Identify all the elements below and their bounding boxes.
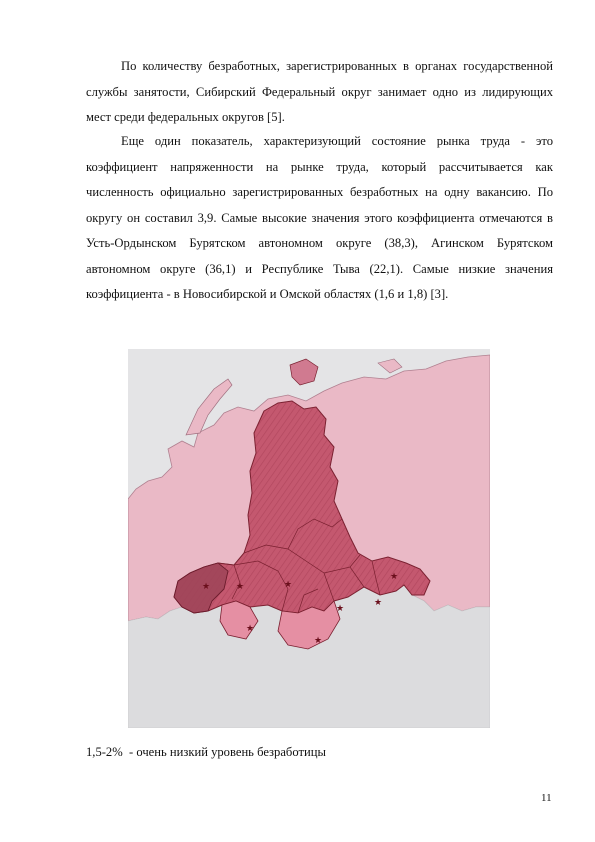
map-legend: 1,5-2% - очень низкий уровень безработицы [86, 745, 326, 759]
svg-text:★: ★ [246, 624, 255, 634]
siberia-map [128, 349, 490, 728]
paragraph-1: По количеству безработных, зарегистрированных в органах государственной службы занятости, Сибирский Федеральный округ занимает одно из лидирующих мест среди федеральных округов [5]. [86, 59, 553, 124]
page-number: 11 [541, 792, 552, 804]
svg-text:★: ★ [236, 582, 245, 592]
svg-text:★: ★ [202, 582, 211, 592]
svg-text:★: ★ [284, 580, 293, 590]
svg-text:★: ★ [374, 598, 383, 608]
svg-text:★: ★ [314, 636, 323, 646]
svg-text:★: ★ [336, 604, 345, 614]
svg-text:★: ★ [390, 572, 399, 582]
paragraph-2: Еще один показатель, характеризующий состояние рынка труда - это коэффициент напряженности на рынке труда, который рассчитывается как численность официально зарегистрированных безработных на одну вакансию. По округу он составил 3,9. Самые высокие значения этого коэффициента отмечаются в Усть-Ордынском Бурятском автономном округе (38,3), Агинском Бурятском автономном округе (36,1) и Республике Тыва (22,1). Самые низкие значения коэффициента - в Новосибирской и Омской областях (1,6 и 1,8) [3]. [86, 134, 553, 301]
